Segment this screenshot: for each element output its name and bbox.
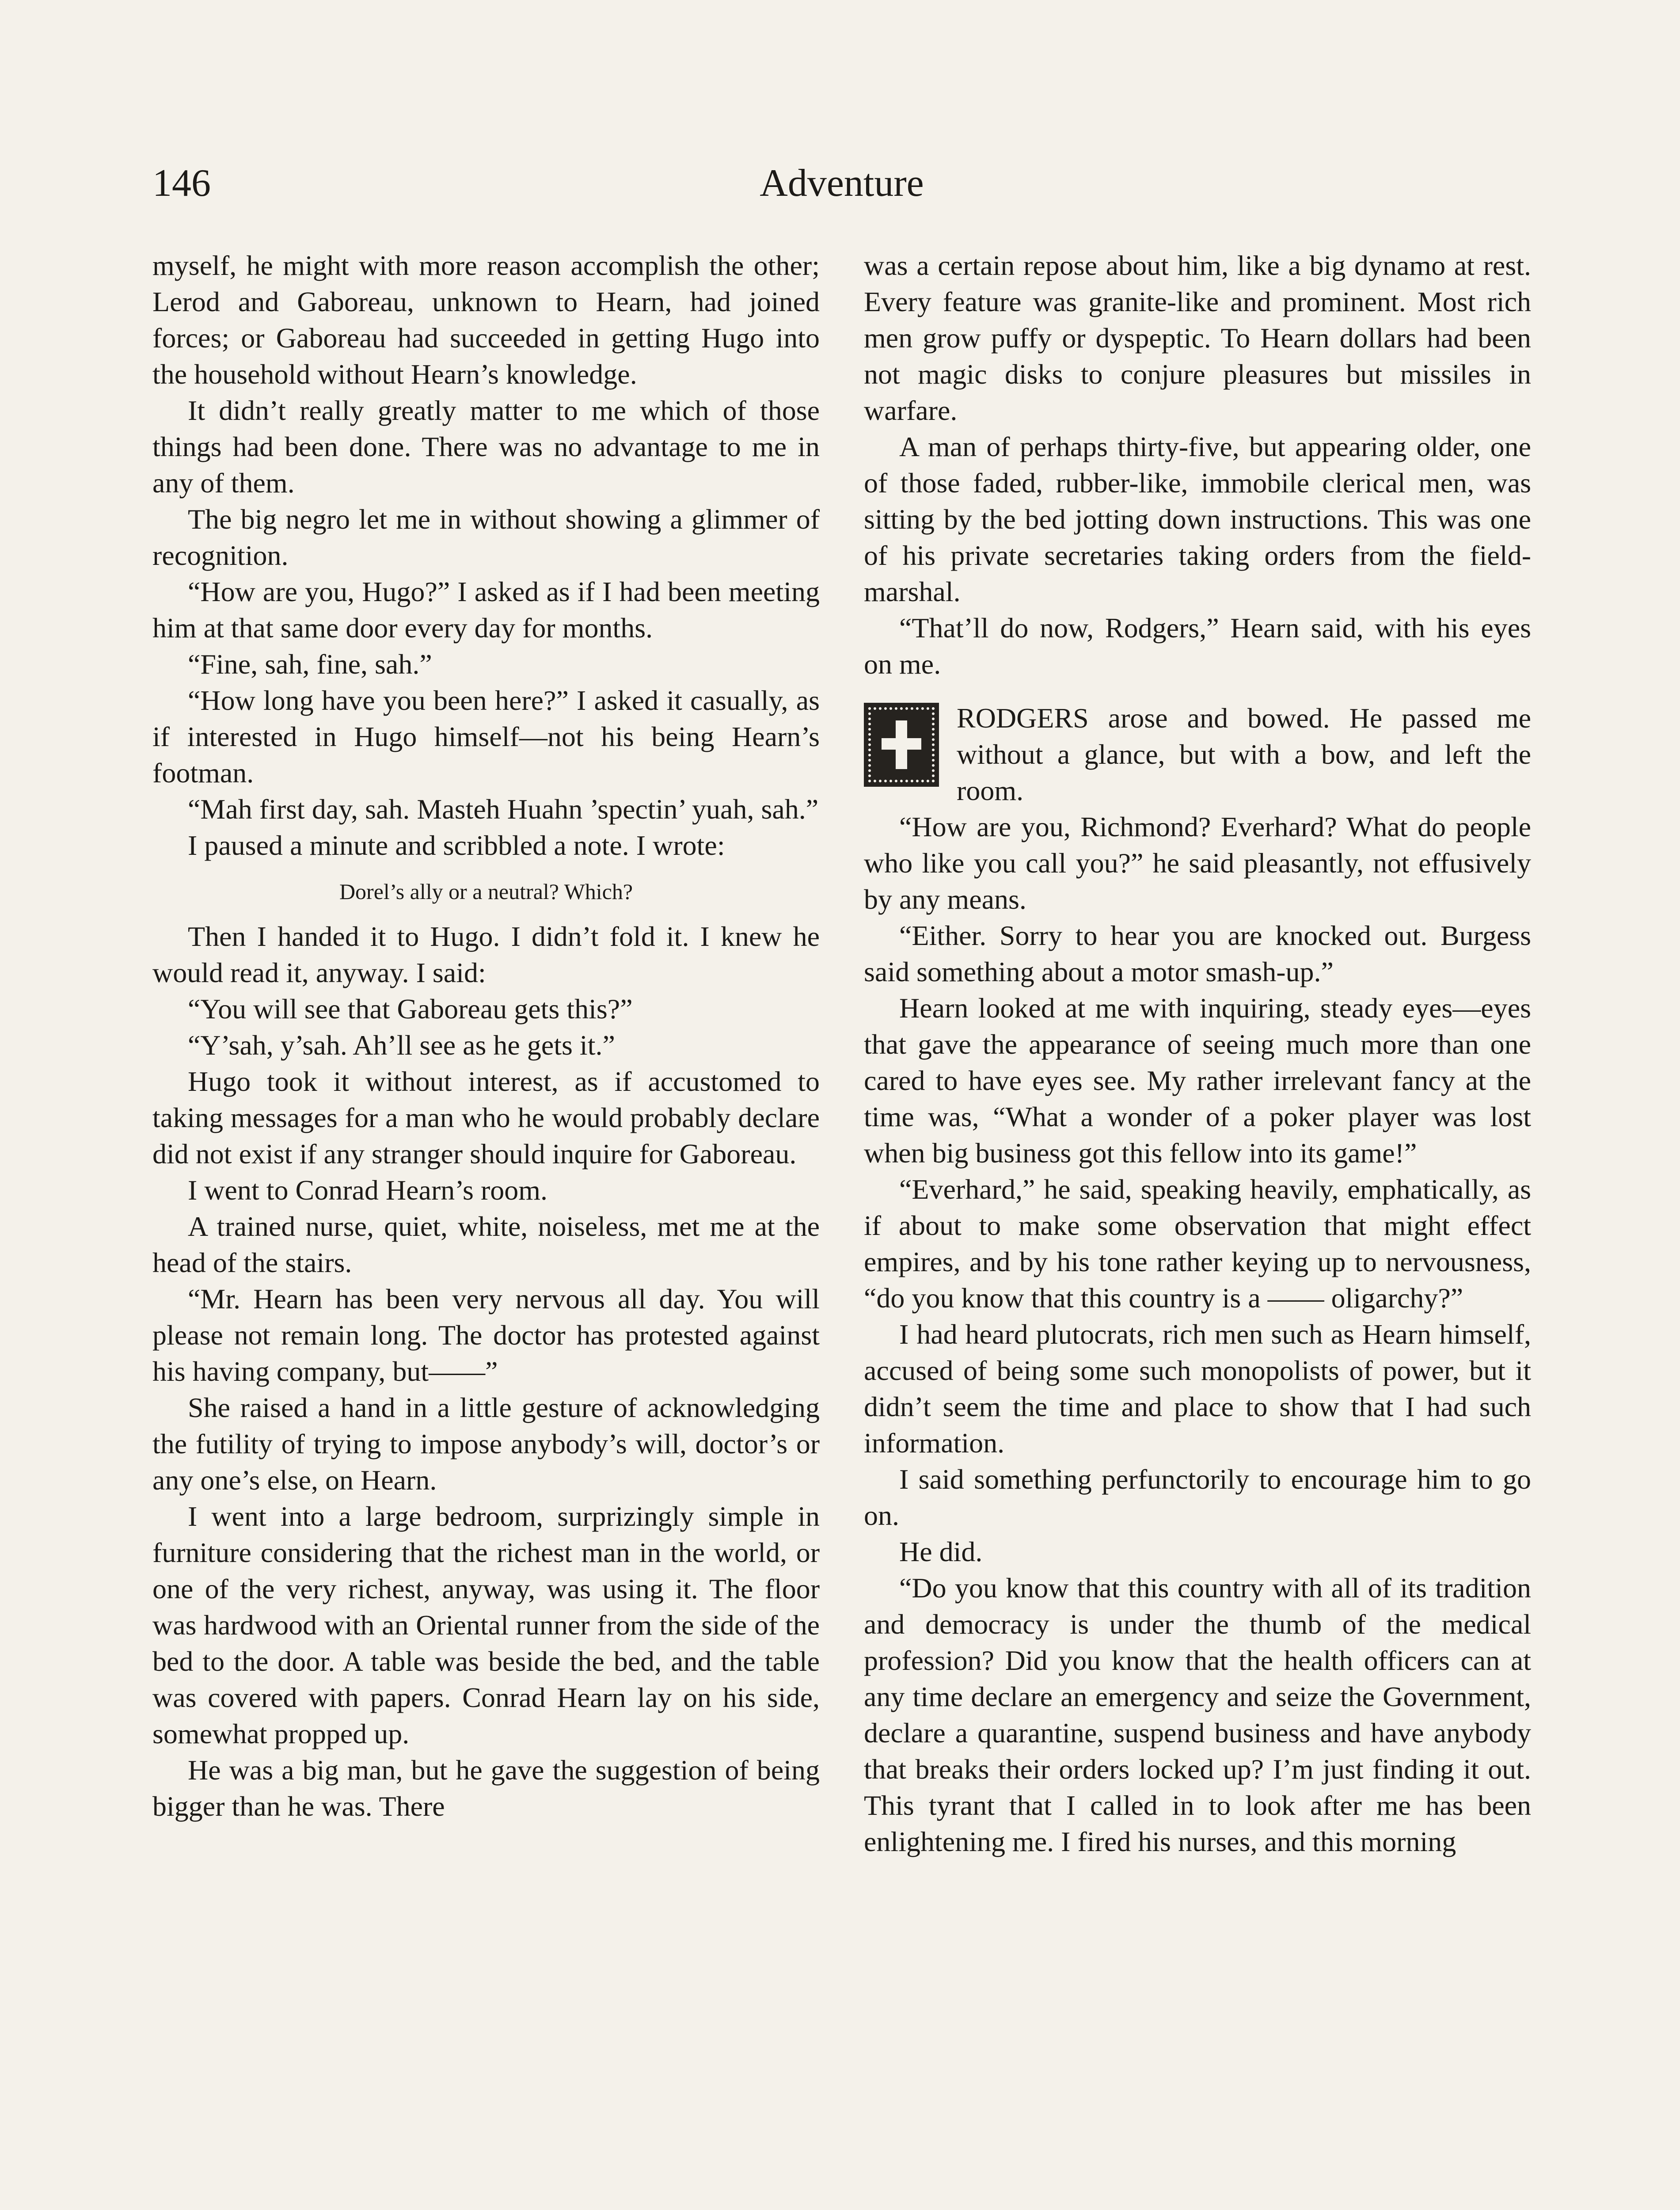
paragraph: myself, he might with more reason accomplish the other; Lerod and Gaboreau, unknown to Hearn, had joined forces; or Gaboreau had succeeded in getting Hugo into the household without Hearn’s knowledge. (152, 250, 820, 390)
paragraph: “How are you, Richmond? Everhard? What do people who like you call you?” he said pleasantly, not effusively by any means. (864, 811, 1531, 915)
page-header (152, 157, 1531, 210)
paragraph: “How are you, Hugo?” I asked as if I had been meeting him at that same door every day for months. (152, 576, 820, 644)
ornament-cross-icon (864, 703, 939, 787)
paragraph: Hugo took it without interest, as if accustomed to taking messages for a man who he would probably declare did not exist if any stranger should inquire for Gaboreau. (152, 1066, 820, 1170)
right-column (864, 248, 1531, 1860)
paragraph: A man of perhaps thirty-five, but appearing older, one of those faded, rubber-like, immobile clerical men, was sitting by the bed jotting down instructions. This was one of his private secretaries taking orders from the field-marshal. (864, 431, 1531, 607)
paragraph: Then I handed it to Hugo. I didn’t fold it. I knew he would read it, anyway. I said: (152, 921, 820, 988)
paragraph: I paused a minute and scribbled a note. I wrote: (188, 830, 725, 861)
page-number: 146 (152, 162, 211, 205)
paragraph: “Mah first day, sah. Masteh Huahn ’spectin’ yuah, sah.” (188, 793, 819, 825)
paragraph: “Fine, sah, fine, sah.” (188, 648, 432, 680)
paragraph: She raised a hand in a little gesture of acknowledging the futility of trying to impose anybody’s will, doctor’s or any one’s else, on Hearn. (152, 1392, 820, 1496)
paragraph: “That’ll do now, Rodgers,” Hearn said, with his eyes on me. (864, 612, 1531, 680)
paragraph: A trained nurse, quiet, white, noiseless, met me at the head of the stairs. (152, 1211, 820, 1278)
paragraph: was a certain repose about him, like a big dynamo at rest. Every feature was granite-like and prominent. Most rich men grow puffy or dyspeptic. To Hearn dollars had been not magic disks to conjure pleasures but missiles in warfare. (864, 250, 1531, 426)
paragraph: The big negro let me in without showing a glimmer of recognition. (152, 503, 820, 571)
paragraph: “Everhard,” he said, speaking heavily, emphatically, as if about to make some observation that might effect empires, and by his tone rather keying up to nervousness, “do you know that this country is a —— oligarchy?” (864, 1174, 1531, 1314)
paragraph: I said something perfunctorily to encourage him to go on. (864, 1463, 1531, 1531)
section-opening-paragraph: RODGERS arose and bowed. He passed me without a glance, but with a bow, and left the room. (957, 702, 1531, 806)
paragraph: “You will see that Gaboreau gets this?” (188, 993, 633, 1025)
paragraph: I went to Conrad Hearn’s room. (188, 1174, 548, 1206)
paragraph: I had heard plutocrats, rich men such as Hearn himself, accused of being some such monopolists of power, but it didn’t seem the time and place to show that I had such information. (864, 1318, 1531, 1459)
paragraph: “Either. Sorry to hear you are knocked out. Burgess said something about a motor smash-up.” (864, 920, 1531, 987)
paragraph: “Y’sah, y’sah. Ah’ll see as he gets it.” (188, 1029, 615, 1061)
paragraph: It didn’t really greatly matter to me which of those things had been done. There was no advantage to me in any of them. (152, 395, 820, 499)
paragraph: He was a big man, but he gave the suggestion of being bigger than he was. There (152, 1754, 820, 1822)
paragraph: I went into a large bedroom, surprizingly simple in furniture considering that the richest man in the world, or one of the very richest, anyway, was using it. The floor was hardwood with an Oriental runner from the side of the bed to the door. A table was beside the bed, and the table was covered with papers. Conrad Hearn lay on his side, somewhat propped up. (152, 1501, 820, 1749)
paragraph: “Mr. Hearn has been very nervous all day. You will please not remain long. The doctor has protested against his having company, but——” (152, 1283, 820, 1387)
paragraph: “Do you know that this country with all of its tradition and democracy is under the thumb of the medical profession? Did you know that the health officers can at any time declare an emergency and seize the Government, declare a quarantine, suspend business and have anybody that breaks their orders locked up? I’m just finding it out. This tyrant that I called in to look after me has been enlightening me. I fired his nurses, and this morning (864, 1572, 1531, 1857)
left-column (152, 248, 820, 1825)
handwritten-note-text: Dorel’s ally or a neutral? Which? (339, 879, 633, 904)
section-break (864, 700, 1531, 809)
paragraph: “How long have you been here?” I asked it casually, as if interested in Hugo himself—not his being Hearn’s footman. (152, 685, 820, 789)
paragraph: Hearn looked at me with inquiring, steady eyes—eyes that gave the appearance of seeing much more than one cared to have eyes see. My rather irrelevant fancy at the time was, “What a wonder of a poker player was lost when big business got this fellow into its game!” (864, 992, 1531, 1169)
running-title: Adventure (760, 162, 924, 205)
paragraph: He did. (899, 1536, 983, 1567)
